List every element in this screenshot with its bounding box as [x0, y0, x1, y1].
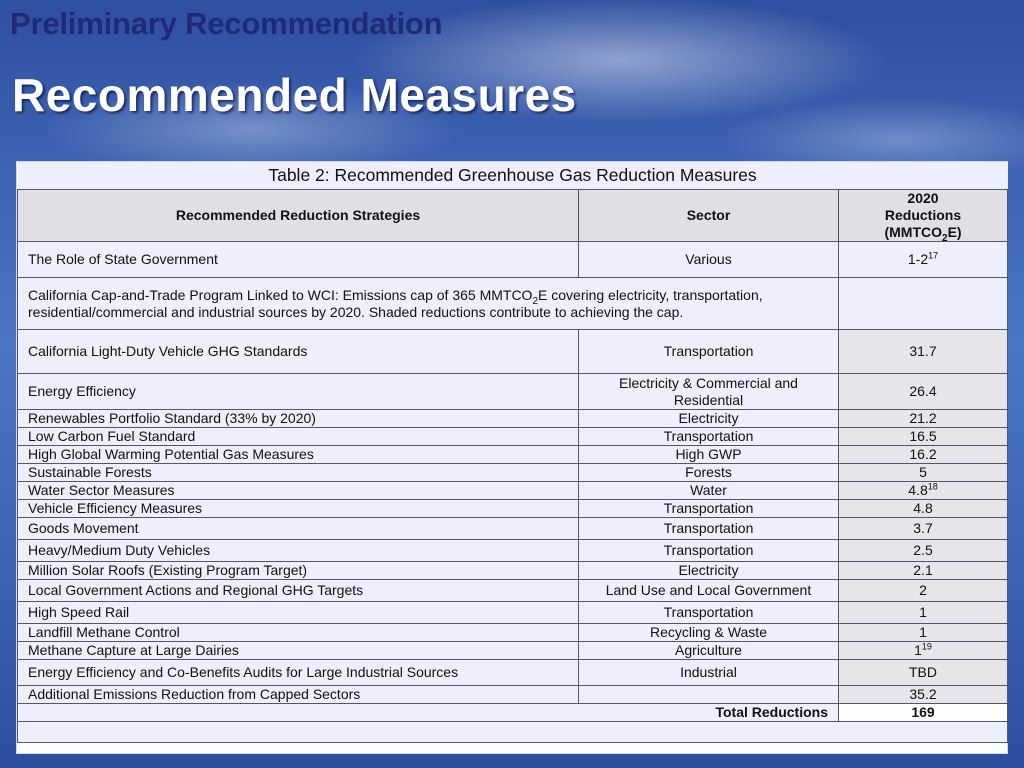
slide-subtitle: Preliminary Recommendation [10, 6, 443, 41]
sector-cell: Agriculture [579, 642, 839, 660]
reduction-cell: 4.8 [839, 500, 1008, 518]
sector-cell: High GWP [579, 446, 839, 464]
sector-cell: Industrial [579, 660, 839, 686]
reduction-cell: $4.8^{18}$ [839, 482, 1008, 500]
table-row [18, 686, 1008, 704]
reduction-cell: 1 [839, 602, 1008, 624]
table-row [18, 562, 1008, 580]
table-row [18, 374, 1008, 410]
total-row [18, 704, 1008, 722]
table-caption: Table 2: Recommended Greenhouse Gas Reduction Measures [18, 162, 1008, 190]
table-row [18, 500, 1008, 518]
header-reductions [839, 190, 1008, 242]
strategy-cell: Energy Efficiency and Co-Benefits Audits for Large Industrial Sources [18, 660, 579, 686]
table-row [18, 446, 1008, 464]
table-row-cap-and-trade [18, 278, 1008, 330]
reduction-cell: $1^{19}$ [839, 642, 1008, 660]
reduction-cell: 3.7 [839, 518, 1008, 540]
table-spacer-row [18, 722, 1008, 743]
strategy-cell: Energy Efficiency [18, 374, 579, 410]
sector-cell: Land Use and Local Government [579, 580, 839, 602]
header-sector: Sector [579, 190, 839, 242]
strategy-cell: Methane Capture at Large Dairies [18, 642, 579, 660]
sector-cell: Recycling & Waste [579, 624, 839, 642]
strategy-cell: Water Sector Measures [18, 482, 579, 500]
reduction-cell: TBD [839, 660, 1008, 686]
strategy-cell: Goods Movement [18, 518, 579, 540]
sector-cell: Transportation [579, 500, 839, 518]
reduction-cell: 2.5 [839, 540, 1008, 562]
sector-cell: Transportation [579, 428, 839, 446]
strategy-cell: Renewables Portfolio Standard (33% by 2020) [18, 410, 579, 428]
header-strategy: Recommended Reduction Strategies [18, 190, 579, 242]
table-header-row [18, 190, 1008, 242]
slide-title: Recommended Measures [12, 69, 577, 121]
header-reductions-unit: $(MMTCO_2E)$ [884, 224, 962, 244]
sector-cell: Water [579, 482, 839, 500]
measures-table-container [16, 161, 1008, 754]
strategy-cell: High Global Warming Potential Gas Measures [18, 446, 579, 464]
sector-cell: Transportation [579, 602, 839, 624]
reduction-cell: 2.1 [839, 562, 1008, 580]
sector-cell [579, 686, 839, 704]
reduction-cell: 16.5 [839, 428, 1008, 446]
table-row [18, 410, 1008, 428]
strategy-cell: The Role of State Government [18, 242, 579, 278]
cap-and-trade-description: California Cap-and-Trade Program Linked to WCI: Emissions cap of 365 $MMTCO_2E$ covering electricity, transportation, residential/commercial and industrial sources by 2020. Shaded reductions contribute to achieving the cap. [18, 278, 839, 330]
reduction-cell: 1 [839, 624, 1008, 642]
table-row [18, 330, 1008, 374]
reduction-cell: 26.4 [839, 374, 1008, 410]
table-row [18, 428, 1008, 446]
reduction-cell: 35.2 [839, 686, 1008, 704]
strategy-cell: Sustainable Forests [18, 464, 579, 482]
sector-cell: Electricity [579, 562, 839, 580]
table-row [18, 464, 1008, 482]
total-value: 169 [839, 704, 1008, 722]
measures-table [17, 162, 1008, 743]
sector-cell: Electricity [579, 410, 839, 428]
header-reductions-year: 2020 [907, 190, 939, 206]
reduction-cell: 31.7 [839, 330, 1008, 374]
table-row [18, 624, 1008, 642]
spacer-cell [18, 722, 1008, 743]
strategy-cell: Landfill Methane Control [18, 624, 579, 642]
sector-cell: Transportation [579, 540, 839, 562]
strategy-cell: Low Carbon Fuel Standard [18, 428, 579, 446]
sector-cell: Transportation [579, 330, 839, 374]
strategy-cell: Heavy/Medium Duty Vehicles [18, 540, 579, 562]
strategy-cell: High Speed Rail [18, 602, 579, 624]
table-row [18, 518, 1008, 540]
table-row [18, 602, 1008, 624]
table-row [18, 660, 1008, 686]
table-row [18, 580, 1008, 602]
strategy-cell: Million Solar Roofs (Existing Program Target) [18, 562, 579, 580]
strategy-cell: Local Government Actions and Regional GHG Targets [18, 580, 579, 602]
cap-and-trade-value [839, 278, 1008, 330]
table-row [18, 642, 1008, 660]
strategy-cell: Vehicle Efficiency Measures [18, 500, 579, 518]
total-label: Total Reductions [18, 704, 839, 722]
table-row-state [18, 242, 1008, 278]
sector-cell: Electricity & Commercial and Residential [579, 374, 839, 410]
reduction-cell: 16.2 [839, 446, 1008, 464]
strategy-cell: California Light-Duty Vehicle GHG Standards [18, 330, 579, 374]
reduction-cell: 21.2 [839, 410, 1008, 428]
sector-cell: Transportation [579, 518, 839, 540]
sector-cell: Forests [579, 464, 839, 482]
header-reductions-label: Reductions [884, 207, 962, 223]
table-row [18, 540, 1008, 562]
table-row [18, 482, 1008, 500]
strategy-cell: Additional Emissions Reduction from Capped Sectors [18, 686, 579, 704]
reduction-cell: 5 [839, 464, 1008, 482]
reduction-cell: 2 [839, 580, 1008, 602]
reduction-cell: $1-2^{17}$ [839, 242, 1008, 278]
sector-cell: Various [579, 242, 839, 278]
